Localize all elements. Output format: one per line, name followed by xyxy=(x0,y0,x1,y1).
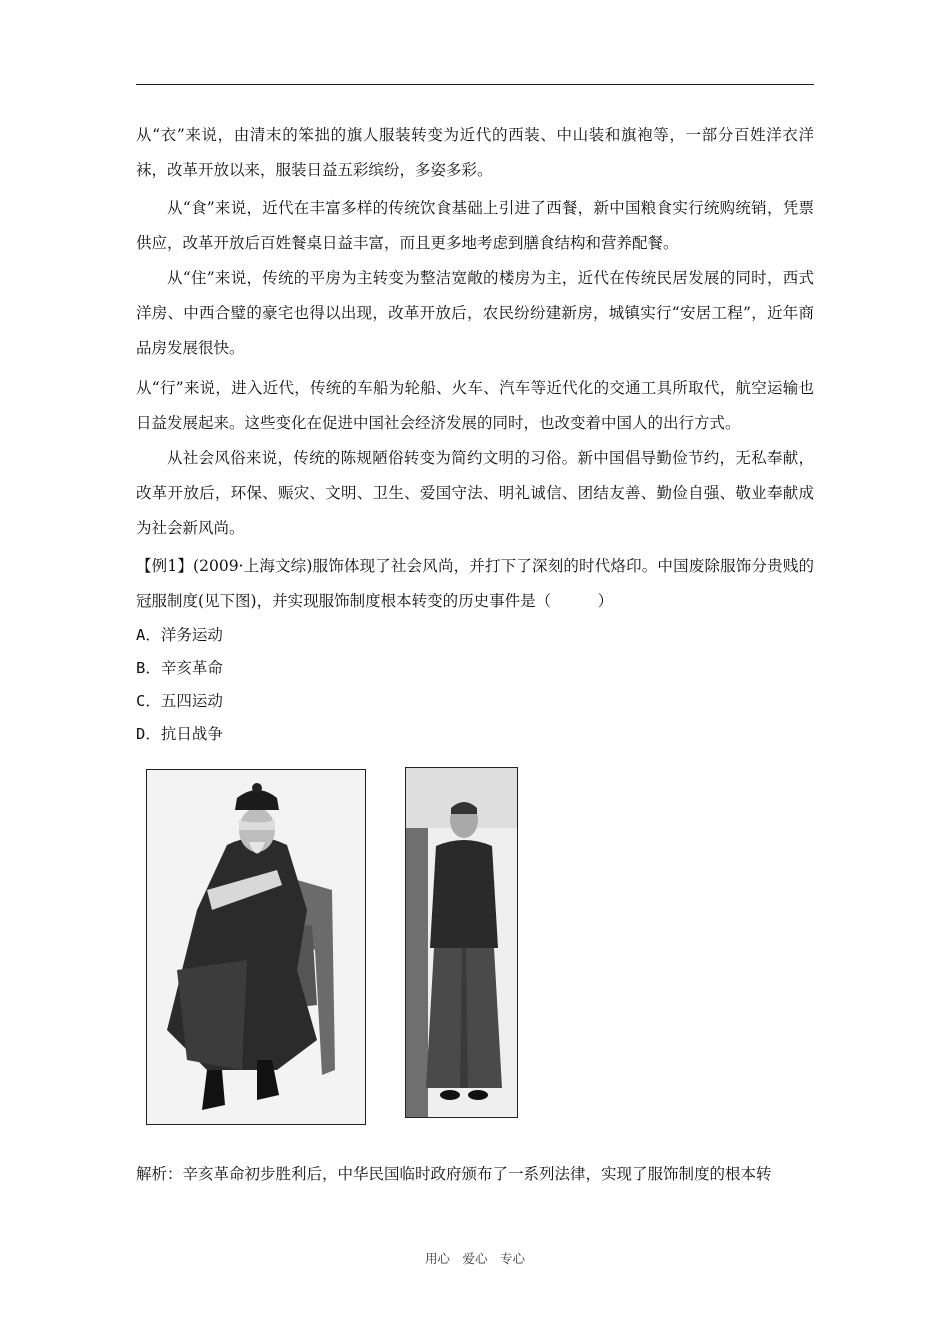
option-a: A．洋务运动 xyxy=(136,626,223,644)
paragraph-housing: 从“住”来说，传统的平房为主转变为整洁宽敞的楼房为主，近代在传统民居发展的同时，西式洋房、中西合璧的豪宅也得以出现，改革开放后，农民纷纷建新房，城镇实行“安居工程”，近年商品房发展很快。 xyxy=(136,269,814,357)
header-rule xyxy=(136,84,814,85)
page-footer: 用心 爱心 专心 xyxy=(424,1251,525,1266)
standing-man-photo xyxy=(405,767,518,1118)
analysis-text: 解析：辛亥革命初步胜利后，中华民国临时政府颁布了一系列法律，实现了服饰制度的根本转 xyxy=(136,1165,772,1183)
option-d: D．抗日战争 xyxy=(136,725,223,743)
paragraph-food: 从“食”来说，近代在丰富多样的传统饮食基础上引进了西餐，新中国粮食实行统购统销，凭票供应，改革开放后百姓餐桌日益丰富，而且更多地考虑到膳食结构和营养配餐。 xyxy=(136,199,814,252)
option-b: B．辛亥革命 xyxy=(136,659,223,677)
question-stem: 【例1】(2009·上海文综)服饰体现了社会风尚，并打下了深刻的时代烙印。中国废除服饰分贵贱的冠服制度(见下图)，并实现服饰制度根本转变的历史事件是（ ） xyxy=(136,557,814,610)
qing-official-photo xyxy=(146,769,366,1125)
paragraph-clothing: 从“衣”来说，由清末的笨拙的旗人服装转变为近代的西装、中山装和旗袍等，一部分百姓洋衣洋袜，改革开放以来，服装日益五彩缤纷，多姿多彩。 xyxy=(136,126,814,179)
option-c: C．五四运动 xyxy=(136,692,223,710)
paragraph-customs: 从社会风俗来说，传统的陈规陋俗转变为简约文明的习俗。新中国倡导勤俭节约，无私奉献，改革开放后，环保、赈灾、文明、卫生、爱国守法、明礼诚信、团结友善、勤俭自强、敬业奉献成为社会新风尚。 xyxy=(136,449,814,537)
paragraph-transport: 从“行”来说，进入近代，传统的车船为轮船、火车、汽车等近代化的交通工具所取代，航空运输也日益发展起来。这些变化在促进中国社会经济发展的同时，也改变着中国人的出行方式。 xyxy=(136,379,814,432)
